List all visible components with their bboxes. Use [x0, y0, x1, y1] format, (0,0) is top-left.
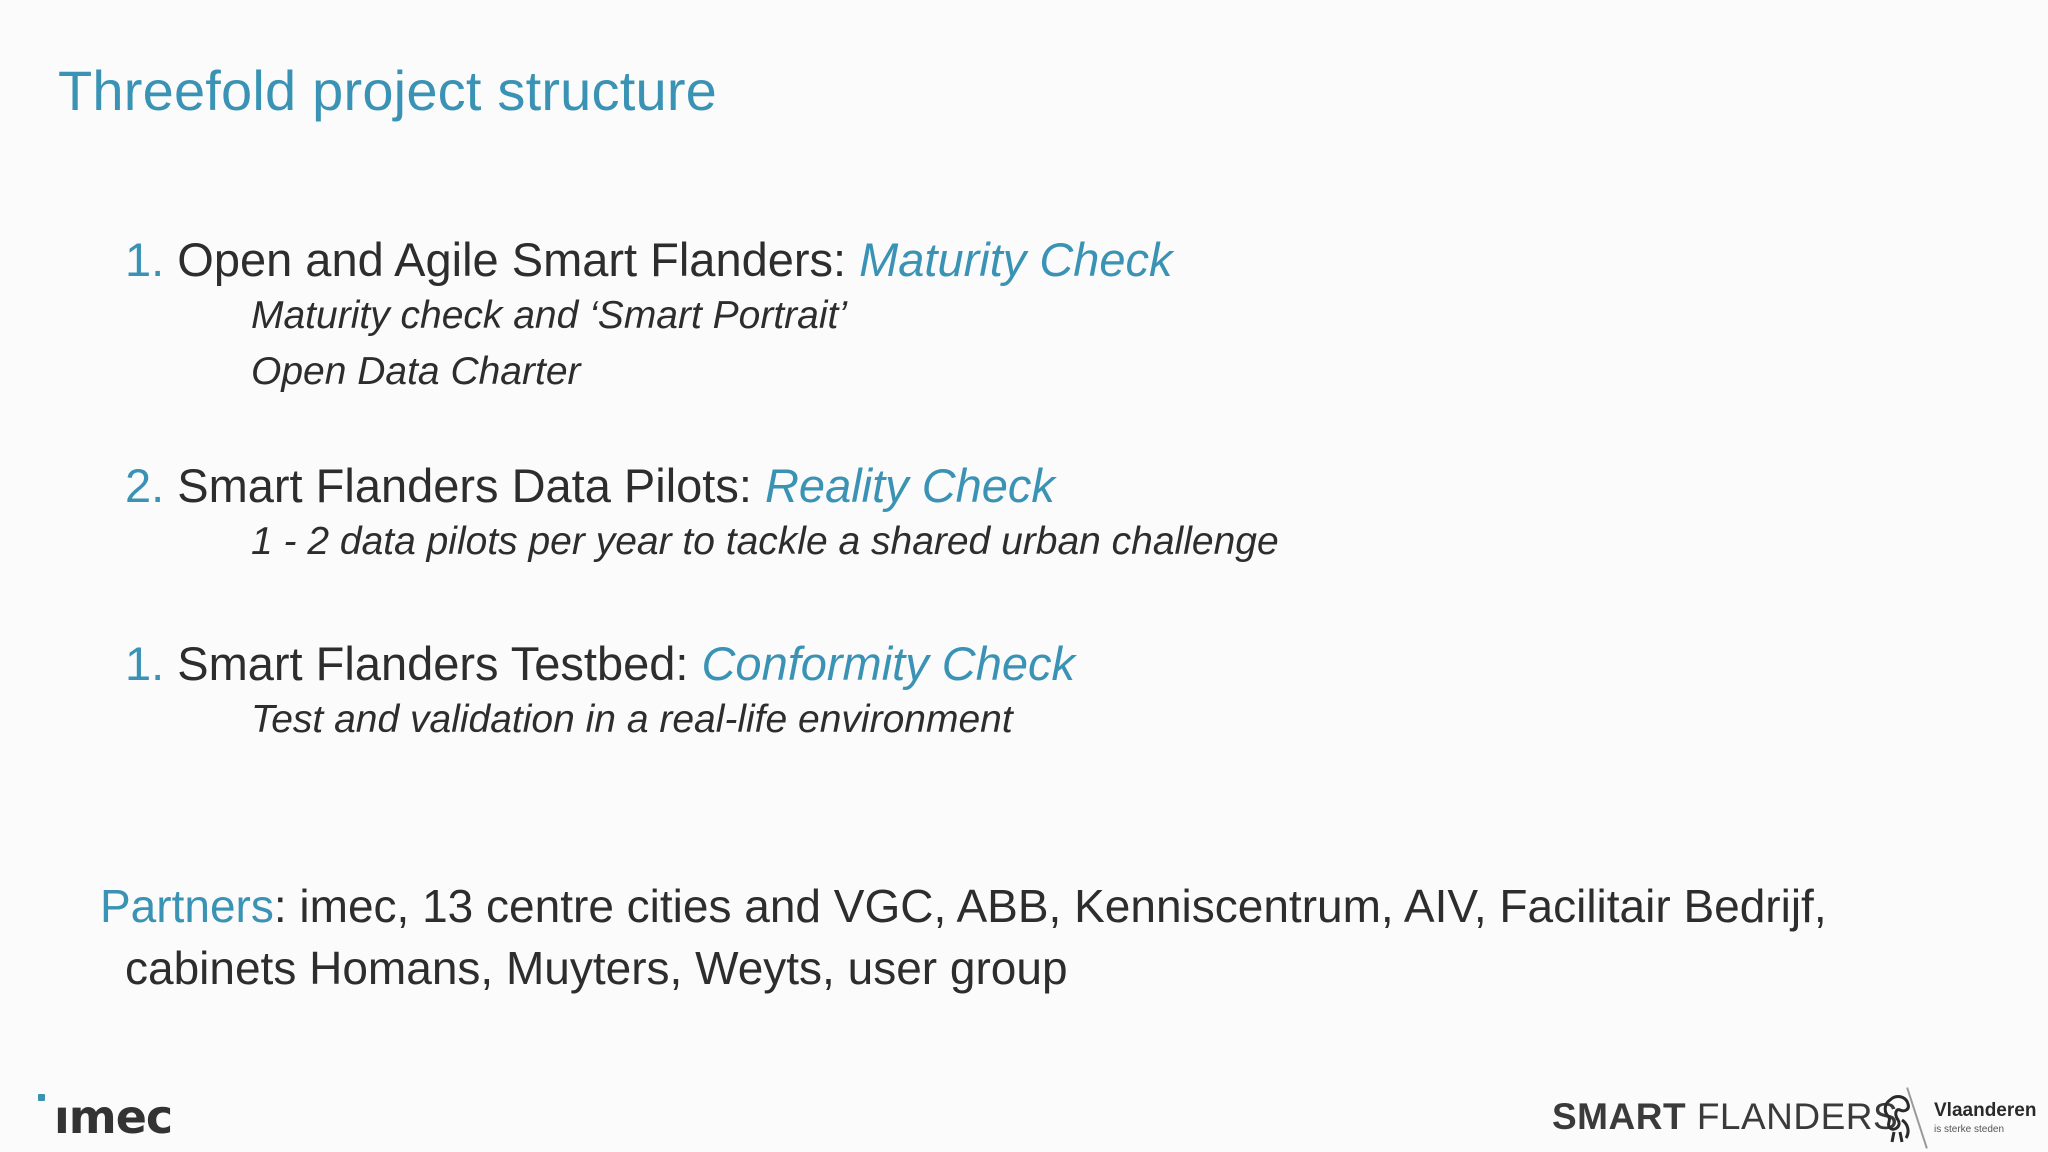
item-sub-text: Open Data Charter — [251, 350, 581, 393]
item-heading — [125, 636, 1075, 692]
smart-flanders-logo — [1552, 1096, 1898, 1138]
item-heading-text: Open and Agile Smart Flanders: — [177, 233, 860, 286]
vlaanderen-tagline: is sterke steden — [1934, 1124, 2005, 1135]
imec-logo-dot — [38, 1094, 45, 1101]
list-item-reality — [125, 458, 1279, 570]
item-sub-text: 1 - 2 data pilots per year to tackle a shared urban challenge — [251, 520, 1279, 563]
item-heading — [125, 458, 1279, 514]
partners-label: Partners — [100, 880, 274, 932]
smart-flanders-logo-flanders: FLANDERS — [1686, 1096, 1899, 1137]
item-number: 1. — [125, 637, 165, 690]
item-check-label: Conformity Check — [701, 637, 1075, 690]
item-heading-text: Smart Flanders Data Pilots: — [177, 459, 765, 512]
partners-line-1 — [100, 875, 1827, 937]
partners-block — [100, 875, 1827, 999]
list-item-conformity — [125, 636, 1075, 748]
item-check-label: Maturity Check — [859, 233, 1173, 286]
item-heading — [125, 232, 1173, 288]
imec-logo: ımec — [54, 1090, 173, 1144]
list-item-maturity — [125, 232, 1173, 400]
item-check-label: Reality Check — [764, 459, 1055, 512]
item-heading-text: Smart Flanders Testbed: — [177, 637, 702, 690]
item-number: 1. — [125, 233, 165, 286]
item-number: 2. — [125, 459, 165, 512]
item-sub-text: Maturity check and ‘Smart Portrait’ — [251, 294, 848, 337]
slide-title: Threefold project structure — [58, 59, 718, 122]
item-sub-text: Test and validation in a real-life environment — [251, 698, 1013, 741]
partners-text-1: : imec, 13 centre cities and VGC, ABB, Kenniscentrum, AIV, Facilitair Bedrijf, — [273, 880, 1827, 932]
partners-line-2: cabinets Homans, Muyters, Weyts, user group — [125, 942, 1068, 994]
smart-flanders-logo-smart: SMART — [1552, 1096, 1687, 1137]
vlaanderen-logo-text: Vlaanderen — [1934, 1100, 2037, 1121]
